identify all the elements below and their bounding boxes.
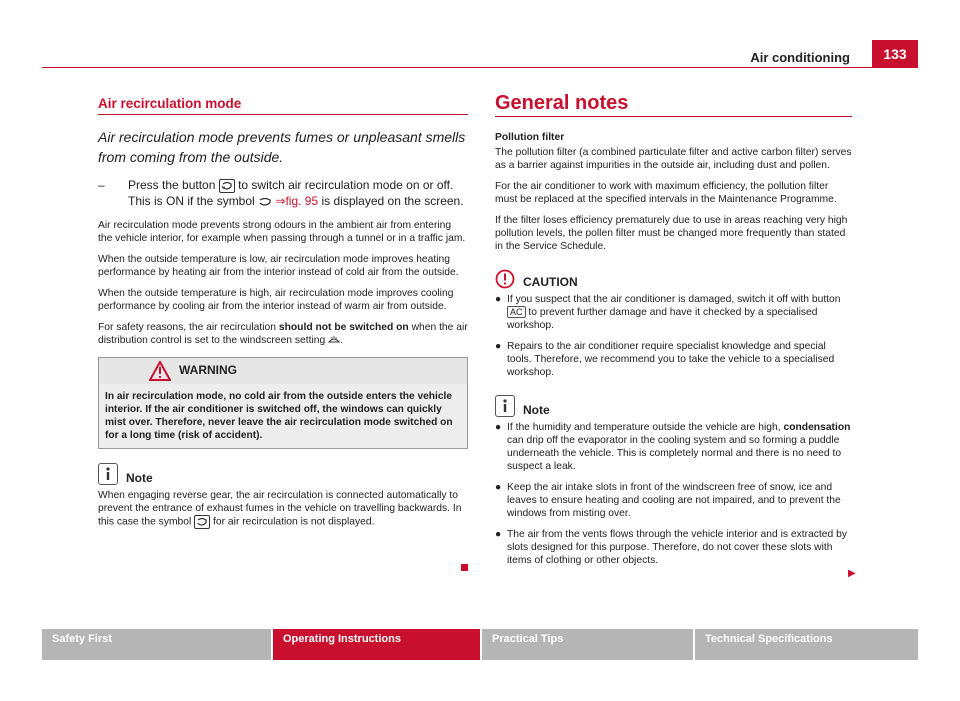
paragraph-safety [98, 321, 468, 347]
note-info-icon [98, 463, 118, 485]
warning-triangle-icon [149, 361, 171, 381]
note-label: Note [126, 471, 153, 485]
note-header [98, 463, 468, 485]
footer-tab-safety-first[interactable] [42, 629, 271, 660]
note-2-text: Keep the air intake slots in front of the windscreen free of snow, ice and leaves to ensure heating and cooling are not impaired, and to prevent the windows from misting over. [507, 482, 841, 519]
step-text-b: to switch air recirculation mode on or off. This is ON if the symbol [128, 178, 454, 208]
paragraph-odours: Air recirculation mode prevents strong odours in the ambient air from entering the vehicle interior, for example when passing through a tunnel or in a traffic jam. [98, 220, 466, 244]
warning-header [99, 358, 467, 384]
caution-1-text-a: If you suspect that the air conditioner is damaged, switch it off with button [507, 294, 841, 305]
note-text [98, 489, 468, 529]
caution-item [495, 340, 852, 379]
caution-2-text: Repairs to the air conditioner require specialist knowledge and special tools. Therefore, we recommend you to take the vehicle to a specialised workshop. [507, 341, 835, 378]
safety-text-bold: should not be switched on [278, 322, 409, 333]
windscreen-icon [328, 336, 340, 345]
caution-icon [495, 269, 515, 289]
note-label: Note [523, 403, 550, 417]
filter-paragraph-3: If the filter loses efficiency prematurely due to use in areas reaching very high pollution levels, the pollen filter must be changed more frequently than stated in the Service Schedule. [495, 215, 848, 252]
ac-key: AC [507, 306, 526, 318]
bullet-icon: ● [495, 482, 502, 493]
note-text-b: for air recirculation is not displayed. [213, 516, 375, 528]
figure-reference-link[interactable]: ⇒fig. 95 [275, 194, 319, 208]
footer-tab-label: Safety First [52, 633, 112, 645]
safety-text-c: . [340, 335, 343, 346]
page-number: 133 [872, 40, 918, 68]
end-of-section-square [461, 564, 468, 571]
warning-box [98, 357, 468, 449]
note-1-text-a: If the humidity and temperature outside the vehicle are high, [507, 422, 781, 433]
air-recirculation-heading: Air recirculation mode [98, 97, 468, 115]
footer-tab-label: Practical Tips [492, 633, 564, 645]
pollution-filter-heading: Pollution filter [495, 132, 565, 143]
footer-tab-label: Operating Instructions [283, 633, 401, 645]
filter-paragraph-1: The pollution filter (a combined particulate filter and active carbon filter) serves as a barrier against impurities in the outside air, including dust and pollen. [495, 147, 852, 171]
caution-header [495, 269, 852, 289]
note-info-icon [495, 395, 515, 417]
bullet-icon: ● [495, 529, 502, 540]
note-1-text-b: can drip off the evaporator in the cooling system and so forming a puddle underneath the vehicle. This is completely normal and there is no need to suspect a leak. [507, 435, 842, 472]
note-item [495, 421, 852, 473]
warning-text: In air recirculation mode, no cold air from the outside enters the vehicle interior. If the air conditioner is switched off, the windows can quickly mist over. Therefore, never leave the air recirculation mode switched on for a long time (risk of accident). [99, 384, 467, 448]
safety-text-a: For safety reasons, the air recirculation [98, 322, 276, 333]
right-column [495, 92, 852, 575]
left-column [98, 97, 468, 537]
intro-text: Air recirculation mode prevents fumes or unpleasant smells from coming from the outside. [98, 129, 466, 165]
bullet-icon: ● [495, 422, 502, 433]
footer-tab-label: Technical Specifications [705, 633, 833, 645]
note-item [495, 481, 852, 520]
continue-arrow-icon: ▶ [848, 568, 856, 579]
header-rule [42, 67, 872, 68]
note-item [495, 528, 852, 567]
recirculation-button-icon [194, 515, 210, 529]
filter-paragraph-2: For the air conditioner to work with maximum efficiency, the pollution filter must be replaced at the specified intervals in the Maintenance Programme. [495, 181, 837, 205]
general-notes-heading: General notes [495, 97, 852, 117]
note-1-bold: condensation [783, 422, 851, 433]
section-title: Air conditioning [750, 50, 850, 65]
step-text-a: Press the button [128, 178, 216, 192]
paragraph-low-temp: When the outside temperature is low, air recirculation mode improves heating performance by heating air from the interior instead of cold air from the outside. [98, 254, 459, 278]
caution-item [495, 293, 852, 332]
footer-tab-operating-instructions[interactable] [273, 629, 480, 660]
paragraph-high-temp: When the outside temperature is high, air recirculation mode improves cooling performance by cooling air from the interior instead of warm air from outside. [98, 288, 454, 312]
caution-1-text-b: to prevent further damage and have it checked by a specialised workshop. [507, 307, 818, 331]
note-3-text: The air from the vents flows through the vehicle interior and is extracted by slots designed for this purpose. Therefore, do not cover these slots with items of clothing or other objects. [507, 529, 847, 566]
recirculation-symbol-icon [258, 197, 272, 207]
bullet-icon: ● [495, 341, 502, 352]
caution-label: CAUTION [523, 275, 578, 289]
note-header [495, 395, 852, 417]
warning-label: WARNING [179, 363, 237, 377]
step-dash: – [98, 178, 105, 192]
instruction-step [98, 177, 468, 209]
safety-text-b: when the air distribution control is set to the windscreen setting [98, 322, 468, 346]
note-text-a: When engaging reverse gear, the air recirculation is connected automatically to prevent the entrance of exhaust fumes in the vehicle on travelling backwards. In this case the symbol [98, 490, 462, 528]
footer-tab-technical-specifications[interactable] [695, 629, 918, 660]
footer-tab-practical-tips[interactable] [482, 629, 693, 660]
recirculation-button-icon [219, 179, 235, 193]
bullet-icon: ● [495, 294, 502, 305]
step-text-c: is displayed on the screen. [321, 194, 464, 208]
